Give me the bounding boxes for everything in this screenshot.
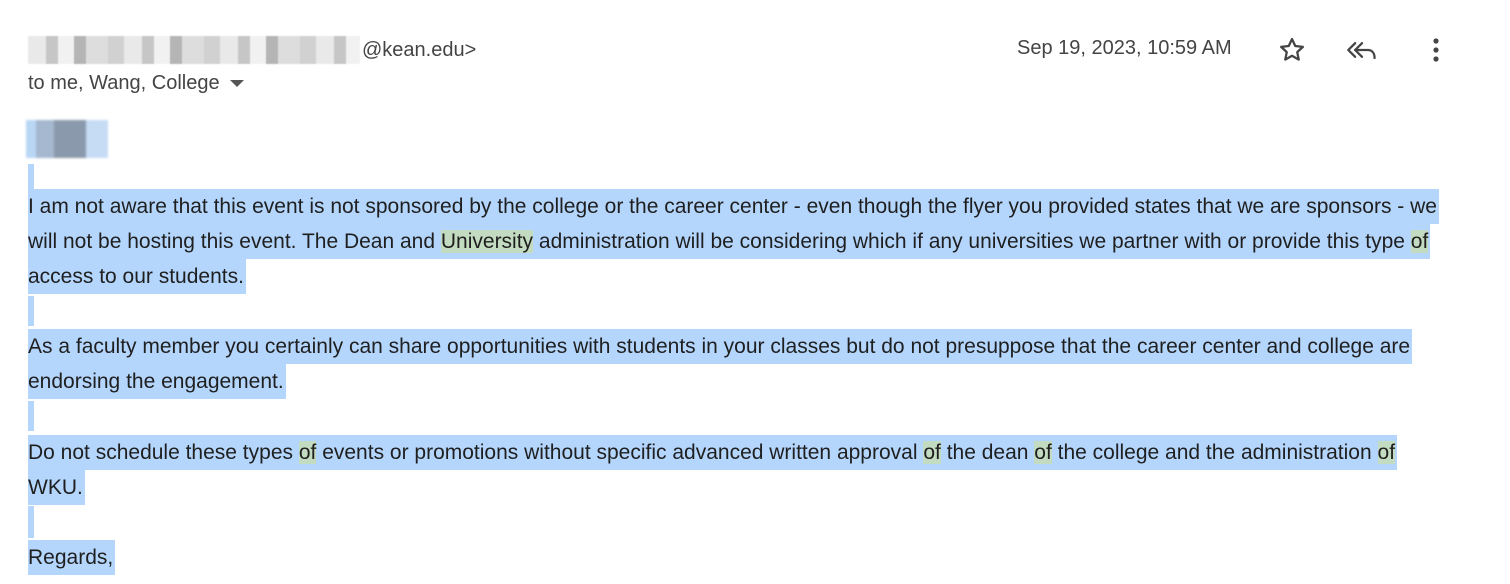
selection-gap	[28, 164, 34, 190]
search-match: of	[298, 441, 317, 464]
paragraph-1	[28, 189, 1468, 294]
recipients-line[interactable]	[28, 72, 244, 95]
redacted-greeting	[26, 120, 108, 158]
paragraph-1-text	[28, 189, 1439, 294]
star-icon	[1277, 35, 1307, 65]
sender-line	[28, 33, 476, 67]
search-match: University	[440, 230, 534, 253]
search-match: of	[1377, 441, 1396, 464]
reply-all-icon	[1346, 35, 1378, 65]
p1-segment: administration will be considering which if any universities we partner with or provide this type	[533, 230, 1411, 253]
selection-gap	[28, 296, 34, 326]
p1-segment: I am not aware that this event is not sponsored by the college or the career center - even though the flyer you provided states that we are sponsors - we will not be hosting this event. The Dean and	[28, 195, 1437, 253]
signoff	[28, 540, 115, 575]
redacted-sender-name	[28, 36, 360, 64]
paragraph-2	[28, 329, 1468, 399]
search-match: of	[1410, 230, 1429, 253]
star-button[interactable]	[1274, 32, 1310, 68]
p3-segment: events or promotions without specific advanced written approval	[316, 441, 924, 464]
paragraph-3-text	[28, 435, 1397, 505]
search-match: of	[923, 441, 941, 464]
more-vert-icon	[1432, 37, 1440, 63]
more-options-button[interactable]	[1418, 32, 1454, 68]
p3-segment: Do not schedule these types	[28, 441, 299, 464]
sender-email-domain: @kean.edu>	[362, 38, 477, 61]
email-date: Sep 19, 2023, 10:59 AM	[1017, 37, 1232, 59]
chevron-down-icon[interactable]	[230, 80, 244, 87]
p3-segment: the dean	[940, 441, 1035, 464]
paragraph-2-text: As a faculty member you certainly can share opportunities with students in your classes but do not presuppose that the career center and college are endorsing the engagement.	[28, 329, 1412, 399]
p3-segment: the college and the administration	[1051, 441, 1378, 464]
reply-all-button[interactable]	[1344, 32, 1380, 68]
search-match: of	[1034, 441, 1052, 464]
p1-segment: access to our students.	[28, 265, 244, 288]
paragraph-3	[28, 435, 1398, 505]
selection-gap	[28, 401, 34, 431]
recipients-text: to me, Wang, College	[28, 72, 220, 94]
selection-gap	[28, 506, 34, 538]
signoff-text: Regards,	[28, 540, 115, 575]
p3-segment: WKU.	[28, 476, 83, 499]
